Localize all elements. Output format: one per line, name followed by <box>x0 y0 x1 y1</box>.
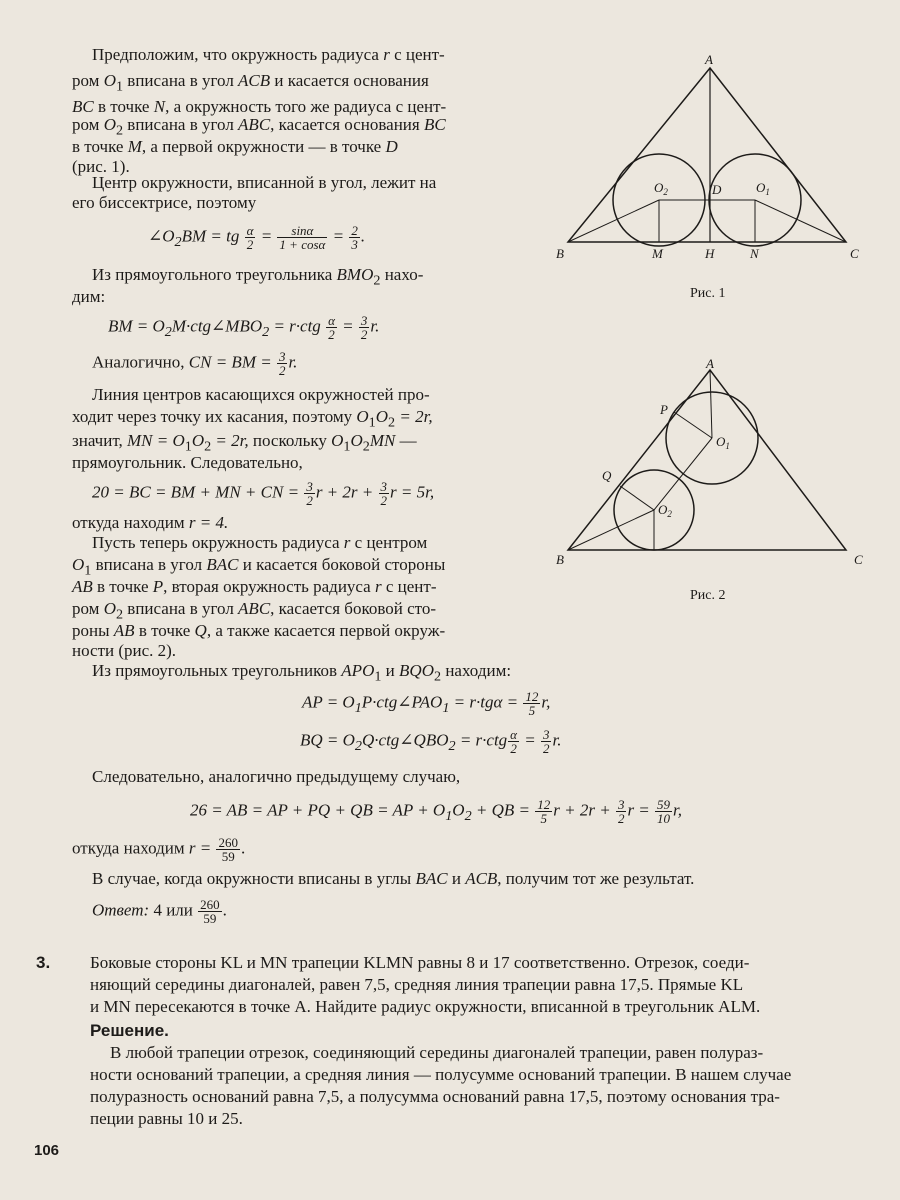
text: Пусть теперь окружность радиуса <box>92 533 344 552</box>
symbol: BQO <box>399 661 434 680</box>
figure-1 <box>550 50 880 270</box>
text: его биссектрисе, поэтому <box>72 193 257 212</box>
figure-2-caption: Рис. 2 <box>690 588 726 603</box>
fraction <box>304 480 315 507</box>
fraction <box>616 798 627 825</box>
text-line <box>92 532 427 554</box>
symbol: ACB <box>465 869 498 888</box>
subscript: 2 <box>174 233 182 250</box>
label-o1 <box>716 434 730 451</box>
label-sub: 1 <box>725 441 730 451</box>
text-line <box>72 512 228 534</box>
symbol: O <box>103 599 116 618</box>
text: роны <box>72 621 114 640</box>
text: , касается основания <box>270 115 424 134</box>
symbol: M <box>369 431 385 450</box>
symbol: r <box>374 577 382 596</box>
formula-part: + QB = <box>471 800 535 820</box>
text-line <box>72 70 429 97</box>
formula-part: = <box>256 226 277 246</box>
numerator: α <box>246 223 254 238</box>
text: Следовательно, аналогично предыдущему случаю, <box>92 767 461 786</box>
formula-part: r. <box>552 730 562 750</box>
text-line <box>72 136 398 158</box>
formula-part: 26 = AB = AP + PQ + QB = AP + O <box>190 800 446 820</box>
text: значит, <box>72 431 127 450</box>
denominator: 2 <box>510 741 517 756</box>
fraction <box>245 224 256 251</box>
symbol: N <box>153 97 166 116</box>
denominator: 2 <box>328 327 335 342</box>
text: ром <box>72 115 104 134</box>
label-a: A <box>705 52 713 67</box>
symbol: AB <box>72 577 93 596</box>
numerator: 12 <box>537 797 551 812</box>
subscript: 2 <box>448 737 456 754</box>
symbol: Q <box>194 621 207 640</box>
text: — <box>395 431 417 450</box>
center-line <box>654 438 712 510</box>
formula-part: Q·ctg∠QBO <box>362 730 449 750</box>
formula-part: = <box>520 730 540 750</box>
text-line <box>92 44 445 66</box>
text: , а окружность того же радиуса с цент- <box>165 97 447 116</box>
label-a: A <box>706 356 714 371</box>
formula-part: r. <box>370 316 380 336</box>
symbol: O <box>356 407 369 426</box>
symbol: r = 4. <box>188 513 229 532</box>
label-c: C <box>850 246 859 261</box>
symbol: M <box>127 137 142 156</box>
denominator: 2 <box>306 493 313 508</box>
label-sub: 2 <box>667 509 672 519</box>
text-line <box>72 452 303 474</box>
numerator: 3 <box>617 797 625 812</box>
fraction <box>535 798 552 825</box>
text-line <box>72 836 245 863</box>
formula-part: P·ctg∠PAO <box>361 692 443 712</box>
text-line <box>72 192 256 214</box>
text: Из прямоугольного треугольника <box>92 265 337 284</box>
numerator: 2 <box>351 223 358 238</box>
text: вписана в угол <box>123 71 239 90</box>
label-n: N <box>750 246 759 261</box>
formula-part: r = <box>627 800 655 820</box>
subscript: 1 <box>354 699 362 716</box>
text: с центром <box>350 533 428 552</box>
symbol: P <box>152 577 164 596</box>
fraction <box>349 224 360 251</box>
subscript: 1 <box>84 562 92 579</box>
symbol: D <box>385 137 398 156</box>
fraction <box>216 836 240 863</box>
symbol: O <box>350 431 363 450</box>
symbol: r <box>383 45 390 64</box>
symbol: O <box>72 555 85 574</box>
problem-number: 3. <box>36 953 51 972</box>
subscript: 1 <box>368 414 376 431</box>
text: , вторая окружность радиуса <box>163 577 375 596</box>
symbol: AB <box>113 621 135 640</box>
answer-line <box>92 898 227 925</box>
text: и <box>447 869 466 888</box>
figure-2 <box>550 356 880 576</box>
formula-part: BQ = O <box>300 730 355 750</box>
symbol: CN = BM = <box>188 352 276 372</box>
formula-5 <box>300 728 561 757</box>
text-line <box>72 620 445 642</box>
text: , касается боковой сто- <box>270 599 437 618</box>
text: , а первой окружности — в точке <box>141 137 386 156</box>
text: и касается боковой стороны <box>238 555 446 574</box>
text-line <box>92 868 694 890</box>
text-line <box>92 350 297 377</box>
denominator: 2 <box>542 741 550 756</box>
symbol: N <box>384 431 396 450</box>
formula-part: = r·tgα = <box>449 692 523 712</box>
text: Центр окружности, вписанной в угол, лежит на <box>92 173 437 192</box>
numerator: 12 <box>525 689 539 704</box>
fraction <box>523 690 540 717</box>
formula-part: r + 2r + <box>315 482 378 502</box>
denominator: 3 <box>351 237 358 252</box>
symbol: O <box>191 431 205 450</box>
formula-part: O <box>452 800 465 820</box>
label-q: Q <box>602 468 612 483</box>
symbol: = 2r, <box>395 407 433 426</box>
text: поскольку <box>248 431 332 450</box>
text-line <box>92 264 423 291</box>
fraction <box>379 480 390 507</box>
symbol: r <box>343 533 351 552</box>
label-sub: 1 <box>765 187 770 197</box>
answer-label: Ответ: <box>92 900 150 920</box>
denominator: 5 <box>540 811 547 826</box>
text: ром <box>72 71 104 90</box>
subscript: 2 <box>373 272 381 289</box>
text: в точке <box>72 137 128 156</box>
symbol: ACB <box>238 71 271 90</box>
denominator: 2 <box>617 811 625 826</box>
subscript: 2 <box>388 414 396 431</box>
radius-o2q <box>620 486 654 510</box>
fraction <box>359 314 370 341</box>
text-line <box>92 766 460 788</box>
bisector-ao1 <box>710 370 712 438</box>
numerator: 3 <box>542 727 550 742</box>
label-m: M <box>652 246 663 261</box>
formula-2 <box>108 314 379 343</box>
solution-text: ности оснований трапеции, а средняя линия — полусумме оснований трапеции. В нашем случае <box>90 1065 792 1084</box>
formula-1 <box>148 224 365 253</box>
text: ходит через точку их касания, поэтому <box>72 407 357 426</box>
text: вписана в угол <box>123 115 239 134</box>
label-text: O <box>756 180 766 195</box>
subscript: 2 <box>204 438 212 455</box>
text: нахо- <box>380 265 424 284</box>
formula-part: 20 = BC = BM + MN + CN = <box>92 482 304 502</box>
label-b: B <box>556 246 564 261</box>
subscript: 1 <box>374 668 382 685</box>
symbol: BAC <box>206 555 239 574</box>
formula-part: r = 5r, <box>390 482 435 502</box>
label-p: P <box>660 402 668 417</box>
denominator: 2 <box>278 363 286 378</box>
symbol: r. <box>288 352 298 372</box>
formula-4 <box>302 690 550 719</box>
denominator: 59 <box>203 911 217 926</box>
text: вписана в угол <box>123 599 239 618</box>
triangle-abc <box>568 370 846 550</box>
text: вписана в угол <box>91 555 207 574</box>
denominator: 2 <box>246 237 254 252</box>
text: В случае, когда окружности вписаны в углы <box>92 869 416 888</box>
subscript: 2 <box>115 122 124 139</box>
fraction <box>508 728 519 755</box>
problem-text: Боковые стороны KL и MN трапеции KLMN равны 8 и 17 соответственно. Отрезок, соеди- <box>90 953 750 972</box>
symbol: r = <box>188 838 216 858</box>
text: (рис. 1). <box>72 157 130 176</box>
text-line <box>72 640 176 662</box>
text-line <box>92 384 430 406</box>
formula-part: = r·ctg <box>269 316 321 336</box>
formula-part: = <box>328 226 349 246</box>
formula-part: M·ctg∠MBO <box>171 316 263 336</box>
denominator: 1 + cosα <box>279 237 326 252</box>
subscript: 1 <box>343 438 351 455</box>
symbol: BMO <box>336 265 374 284</box>
text: с цент- <box>389 45 445 64</box>
numerator: sinα <box>277 224 327 238</box>
symbol: O <box>103 71 116 90</box>
solution-text: пеции равны 10 и 25. <box>90 1109 243 1128</box>
formula-3 <box>92 480 434 507</box>
text: откуда находим <box>72 838 189 858</box>
label-o2 <box>658 502 672 519</box>
subscript: 1 <box>442 699 450 716</box>
page-number: 106 <box>34 1142 60 1159</box>
fraction <box>326 314 337 341</box>
solution-label: Решение. <box>90 1021 169 1040</box>
denominator: 10 <box>657 811 671 826</box>
fraction <box>198 898 222 925</box>
label-text: O <box>654 180 664 195</box>
text: . <box>222 900 227 920</box>
fraction <box>541 728 552 755</box>
subscript: 2 <box>433 668 442 685</box>
fraction <box>277 350 288 377</box>
subscript: 1 <box>445 807 453 824</box>
formula-part: r, <box>673 800 683 820</box>
symbol: BAC <box>415 869 448 888</box>
solution-text: полуразность оснований равна 7,5, а полусумма оснований равна 17,5, поэтому основания тра- <box>90 1087 780 1106</box>
numerator: 3 <box>306 479 313 494</box>
subscript: 2 <box>115 606 124 623</box>
numerator: 3 <box>380 479 387 494</box>
label-text: O <box>658 502 668 517</box>
text: и касается основания <box>270 71 429 90</box>
bisector-bo2 <box>568 510 654 550</box>
text-line <box>92 172 436 194</box>
subscript: 2 <box>362 438 370 455</box>
label-o2 <box>654 180 668 197</box>
symbol: ABC <box>238 115 271 134</box>
symbol: ABC <box>238 599 271 618</box>
fraction <box>655 798 672 825</box>
symbol: O <box>375 407 389 426</box>
figure-1-caption: Рис. 1 <box>690 286 726 301</box>
subscript: 2 <box>464 807 472 824</box>
symbol: BC <box>72 97 94 116</box>
symbol: = 2r, <box>211 431 249 450</box>
text: находим: <box>441 661 512 680</box>
formula-part: BM = tg <box>181 226 240 246</box>
numerator: 260 <box>218 835 238 850</box>
label-c: C <box>854 552 863 567</box>
label-sub: 2 <box>663 187 668 197</box>
solution-text: В любой трапеции отрезок, соединяющий середины диагоналей трапеции, равен полураз- <box>110 1043 764 1062</box>
symbol: MN = O <box>126 431 185 450</box>
formula-part: . <box>360 226 366 246</box>
text: , а также касается первой окруж- <box>206 621 446 640</box>
text: в точке <box>93 97 154 116</box>
subscript: 2 <box>354 737 362 754</box>
symbol: O <box>103 115 116 134</box>
text: ром <box>72 599 104 618</box>
problem-text: и MN пересекаются в точке A. Найдите радиус окружности, вписанной в треугольник ALM. <box>90 997 761 1016</box>
text: Аналогично, <box>92 352 189 372</box>
text-line <box>72 576 437 598</box>
text: Из прямоугольных треугольников <box>92 661 342 680</box>
text: Предположим, что окружность радиуса <box>92 45 384 64</box>
denominator: 5 <box>528 703 536 718</box>
formula-part: AP = O <box>302 692 355 712</box>
label-o1 <box>756 180 770 197</box>
label-h: H <box>705 246 715 261</box>
radius-o1p <box>674 412 712 438</box>
text-line <box>72 286 105 308</box>
text: и <box>381 661 400 680</box>
text: ности (рис. 2). <box>72 641 177 660</box>
text: с цент- <box>381 577 437 596</box>
numerator: 3 <box>278 349 286 364</box>
problem-text: няющий середины диагоналей, равен 7,5, средняя линия трапеции равна 17,5. Прямые KL <box>90 975 744 994</box>
numerator: 59 <box>657 797 671 812</box>
fraction <box>277 224 327 251</box>
symbol: BC <box>423 115 446 134</box>
denominator: 59 <box>221 849 235 864</box>
formula-part: = <box>337 316 358 336</box>
label-b: B <box>556 552 564 567</box>
text: Линия центров касающихся окружностей про- <box>92 385 430 404</box>
text: в точке <box>92 577 153 596</box>
numerator: α <box>510 727 517 742</box>
formula-part: ∠O <box>148 226 175 246</box>
text: дим: <box>72 287 106 306</box>
formula-6 <box>190 798 682 827</box>
subscript: 1 <box>184 438 192 455</box>
denominator: 2 <box>380 493 387 508</box>
symbol: APO <box>341 661 375 680</box>
label-text: O <box>716 434 726 449</box>
formula-part: BM = O <box>108 316 165 336</box>
text: прямоугольник. Следовательно, <box>72 453 303 472</box>
subscript: 2 <box>164 323 172 340</box>
subscript: 2 <box>262 323 270 340</box>
formula-part: r, <box>541 692 551 712</box>
text-line <box>92 660 511 687</box>
label-d: D <box>712 182 722 197</box>
numerator: 260 <box>200 897 220 912</box>
text: 4 или <box>149 900 198 920</box>
text: . <box>240 838 246 858</box>
triangle-abc <box>568 68 846 242</box>
text: , получим тот же результат. <box>497 869 695 888</box>
numerator: 3 <box>360 313 368 328</box>
formula-part: = r·ctg <box>455 730 508 750</box>
symbol: O <box>331 431 344 450</box>
text: откуда находим <box>72 513 189 532</box>
denominator: 2 <box>360 327 368 342</box>
formula-part: r + 2r + <box>553 800 615 820</box>
numerator: α <box>328 313 335 328</box>
text: в точке <box>134 621 195 640</box>
subscript: 1 <box>115 78 124 95</box>
